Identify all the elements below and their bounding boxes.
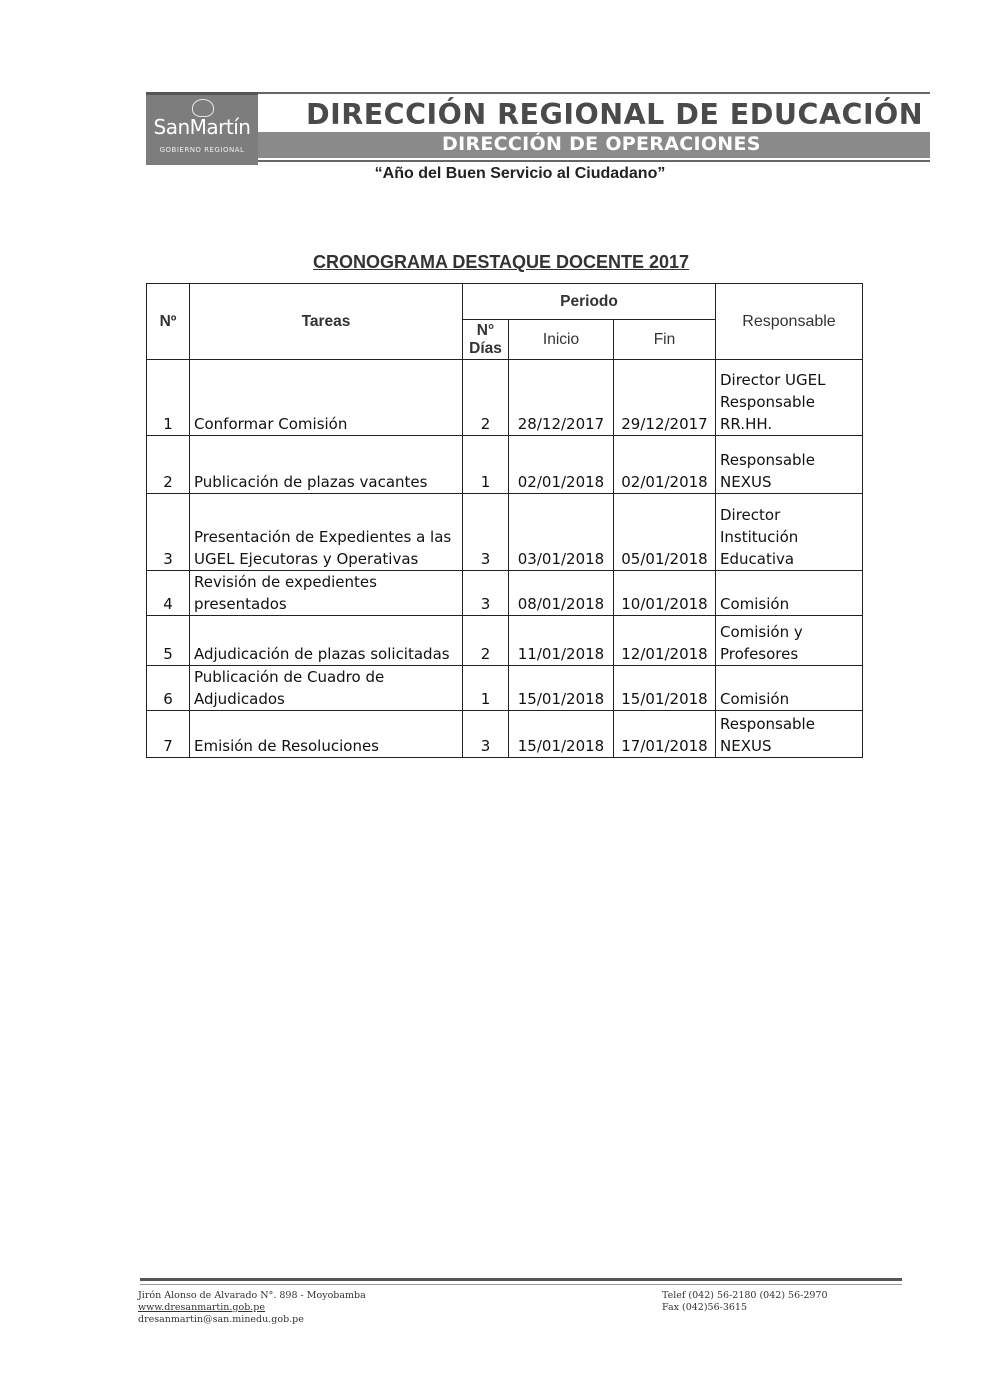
row-responsable — [716, 666, 863, 711]
footer-email[interactable]: dresanmartin@san.minedu.gob.pe — [138, 1314, 304, 1325]
header-fin: Fin — [614, 320, 716, 360]
row-inicio: 03/01/2018 — [509, 494, 614, 571]
row-num: 4 — [147, 571, 190, 616]
table-row — [147, 436, 863, 494]
row-tarea: Adjudicación de plazas solicitadas — [190, 616, 463, 666]
responsable-line: Profesores — [720, 645, 799, 663]
row-num: 3 — [147, 494, 190, 571]
responsable-line: Responsable — [720, 715, 815, 733]
row-num: 7 — [147, 711, 190, 758]
logo-name: SanMartín — [153, 115, 251, 139]
letterhead — [146, 92, 930, 164]
responsable-line: Responsable — [720, 451, 815, 469]
logo-subtitle: GOBIERNO REGIONAL — [159, 146, 245, 154]
row-fin: 17/01/2018 — [614, 711, 716, 758]
header-periodo: Periodo — [463, 284, 716, 320]
row-responsable — [716, 616, 863, 666]
header-dias — [463, 320, 509, 360]
header-tareas: Tareas — [190, 284, 463, 360]
header-responsable: Responsable — [716, 284, 863, 360]
footer-contact-right — [662, 1290, 828, 1314]
responsable-line: Director — [720, 506, 781, 524]
responsable-line: Responsable — [720, 393, 815, 411]
row-responsable — [716, 494, 863, 571]
row-inicio: 15/01/2018 — [509, 711, 614, 758]
row-num: 1 — [147, 360, 190, 436]
row-tarea: Conformar Comisión — [190, 360, 463, 436]
banner-top-rule — [258, 92, 930, 94]
row-responsable — [716, 711, 863, 758]
responsable-line: RR.HH. — [720, 415, 773, 433]
regional-government-logo — [146, 92, 258, 165]
responsable-line: NEXUS — [720, 473, 772, 491]
footer-phone: Telef (042) 56-2180 (042) 56-2970 — [662, 1290, 828, 1301]
row-num: 5 — [147, 616, 190, 666]
schedule-table — [146, 283, 863, 758]
row-dias: 3 — [463, 711, 509, 758]
footer-rule — [140, 1278, 902, 1281]
row-responsable — [716, 360, 863, 436]
responsable-line: Comisión — [720, 690, 790, 708]
banner-bottom-rule — [258, 160, 930, 162]
footer-website[interactable]: www.dresanmartin.gob.pe — [138, 1302, 266, 1313]
responsable-line: Institución — [720, 528, 799, 546]
table-row — [147, 571, 863, 616]
responsable-line: Comisión y — [720, 623, 803, 641]
row-dias: 3 — [463, 571, 509, 616]
row-num: 6 — [147, 666, 190, 711]
row-tarea: Publicación de Cuadro de Adjudicados — [190, 666, 463, 711]
organization-title: DIRECCIÓN REGIONAL DE EDUCACIÓN — [306, 98, 924, 131]
responsable-line: Director UGEL — [720, 371, 826, 389]
row-inicio: 11/01/2018 — [509, 616, 614, 666]
table-row — [147, 711, 863, 758]
row-fin: 05/01/2018 — [614, 494, 716, 571]
footer-contact-left — [138, 1290, 366, 1326]
row-inicio: 15/01/2018 — [509, 666, 614, 711]
row-tarea: Presentación de Expedientes a las UGEL Ejecutoras y Operativas — [190, 494, 463, 571]
header-num: Nº — [147, 284, 190, 360]
document-title: CRONOGRAMA DESTAQUE DOCENTE 2017 — [313, 252, 690, 272]
row-tarea: Publicación de plazas vacantes — [190, 436, 463, 494]
row-fin: 12/01/2018 — [614, 616, 716, 666]
department-band — [258, 132, 930, 158]
row-fin: 10/01/2018 — [614, 571, 716, 616]
row-fin: 29/12/2017 — [614, 360, 716, 436]
row-dias: 1 — [463, 666, 509, 711]
row-inicio: 28/12/2017 — [509, 360, 614, 436]
row-tarea: Revisión de expedientes presentados — [190, 571, 463, 616]
responsable-line: Comisión — [720, 595, 790, 613]
responsable-line: Educativa — [720, 550, 795, 568]
row-fin: 02/01/2018 — [614, 436, 716, 494]
row-inicio: 02/01/2018 — [509, 436, 614, 494]
row-tarea: Emisión de Resoluciones — [190, 711, 463, 758]
footer-rule-thin — [140, 1284, 902, 1285]
header-dias-line1: N° — [476, 321, 495, 339]
table-row — [147, 494, 863, 571]
table-row — [147, 616, 863, 666]
footer-address: Jirón Alonso de Alvarado N°. 898 - Moyobamba — [138, 1290, 366, 1301]
row-fin: 15/01/2018 — [614, 666, 716, 711]
footer-fax: Fax (042)56-3615 — [662, 1302, 748, 1313]
row-inicio: 08/01/2018 — [509, 571, 614, 616]
table-row — [147, 666, 863, 711]
table-row — [147, 360, 863, 436]
row-responsable — [716, 571, 863, 616]
row-responsable — [716, 436, 863, 494]
row-dias: 1 — [463, 436, 509, 494]
row-num: 2 — [147, 436, 190, 494]
organization-banner — [258, 92, 930, 162]
header-dias-line2: Días — [469, 339, 502, 357]
department-title: DIRECCIÓN DE OPERACIONES — [442, 133, 761, 155]
row-dias: 2 — [463, 616, 509, 666]
row-dias: 2 — [463, 360, 509, 436]
header-inicio: Inicio — [509, 320, 614, 360]
row-dias: 3 — [463, 494, 509, 571]
year-motto: “Año del Buen Servicio al Ciudadano” — [374, 165, 666, 182]
responsable-line: NEXUS — [720, 737, 772, 755]
